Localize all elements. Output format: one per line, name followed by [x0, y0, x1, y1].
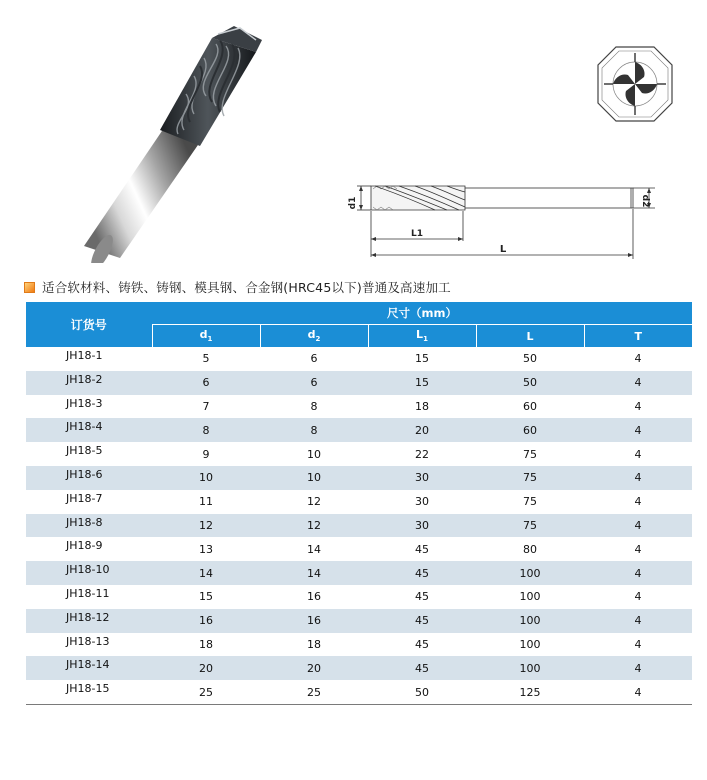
value-cell-d2: 10 — [260, 442, 368, 466]
value-cell-d2: 8 — [260, 418, 368, 442]
table-row — [26, 371, 692, 395]
order-number-cell: JH18-8 — [26, 514, 152, 538]
four-flute-cross-section-icon — [596, 45, 674, 123]
value-cell-d2: 25 — [260, 680, 368, 704]
value-cell-d2: 20 — [260, 656, 368, 680]
order-number-cell: JH18-9 — [26, 537, 152, 561]
value-cell-t: 4 — [584, 633, 692, 657]
application-note-text: 适合软材料、铸铁、铸钢、模具钢、合金钢(HRC45以下)普通及高速加工 — [42, 280, 451, 295]
value-cell-t: 4 — [584, 490, 692, 514]
order-number-cell: JH18-15 — [26, 680, 152, 704]
value-cell-d2: 14 — [260, 537, 368, 561]
value-cell-t: 4 — [584, 442, 692, 466]
value-cell-t: 4 — [584, 371, 692, 395]
value-cell-l1: 45 — [368, 537, 476, 561]
table-row — [26, 537, 692, 561]
value-cell-d2: 6 — [260, 371, 368, 395]
table-row — [26, 561, 692, 585]
order-number-cell: JH18-10 — [26, 561, 152, 585]
value-cell-d2: 16 — [260, 585, 368, 609]
value-cell-t: 4 — [584, 561, 692, 585]
value-cell-d1: 8 — [152, 418, 260, 442]
value-cell-t: 4 — [584, 609, 692, 633]
order-number-cell: JH18-11 — [26, 585, 152, 609]
value-cell-l: 50 — [476, 347, 584, 371]
value-cell-d1: 11 — [152, 490, 260, 514]
value-cell-l: 75 — [476, 466, 584, 490]
value-cell-t: 4 — [584, 418, 692, 442]
value-cell-l: 100 — [476, 656, 584, 680]
value-cell-l: 50 — [476, 371, 584, 395]
value-cell-d2: 14 — [260, 561, 368, 585]
value-cell-l: 100 — [476, 633, 584, 657]
l-header — [476, 325, 584, 348]
value-cell-l: 60 — [476, 395, 584, 419]
table-row — [26, 680, 692, 704]
value-cell-d2: 12 — [260, 514, 368, 538]
value-cell-d1: 9 — [152, 442, 260, 466]
d1-label: d1 — [348, 196, 358, 210]
column-symbol: d — [199, 328, 208, 342]
order-number-cell: JH18-4 — [26, 418, 152, 442]
column-subscript: 1 — [207, 335, 213, 344]
value-cell-l1: 45 — [368, 561, 476, 585]
value-cell-d1: 13 — [152, 537, 260, 561]
value-cell-l1: 50 — [368, 680, 476, 704]
order-number-cell: JH18-12 — [26, 609, 152, 633]
value-cell-l1: 30 — [368, 514, 476, 538]
value-cell-l: 100 — [476, 561, 584, 585]
order-number-cell: JH18-2 — [26, 371, 152, 395]
value-cell-l: 75 — [476, 514, 584, 538]
order-number-cell: JH18-5 — [26, 442, 152, 466]
value-cell-l1: 18 — [368, 395, 476, 419]
value-cell-t: 4 — [584, 680, 692, 704]
column-symbol: T — [634, 329, 643, 343]
column-symbol: L — [526, 329, 534, 343]
spec-table — [26, 302, 692, 705]
table-row — [26, 633, 692, 657]
order-number-cell: JH18-13 — [26, 633, 152, 657]
t-header — [584, 325, 692, 348]
value-cell-d1: 12 — [152, 514, 260, 538]
value-cell-t: 4 — [584, 537, 692, 561]
end-mill-dimension-drawing — [335, 183, 665, 263]
l-label: L — [499, 244, 507, 255]
table-row — [26, 490, 692, 514]
value-cell-l: 125 — [476, 680, 584, 704]
order-number-cell: JH18-3 — [26, 395, 152, 419]
value-cell-l1: 15 — [368, 347, 476, 371]
value-cell-l1: 30 — [368, 466, 476, 490]
column-symbol: L — [416, 328, 424, 342]
value-cell-t: 4 — [584, 585, 692, 609]
value-cell-d1: 14 — [152, 561, 260, 585]
table-row — [26, 585, 692, 609]
value-cell-d1: 18 — [152, 633, 260, 657]
value-cell-d1: 25 — [152, 680, 260, 704]
table-row — [26, 466, 692, 490]
bullet-square-icon — [24, 282, 35, 293]
value-cell-l1: 15 — [368, 371, 476, 395]
d1-header — [152, 325, 260, 348]
end-mill-photo — [76, 18, 276, 263]
value-cell-d1: 20 — [152, 656, 260, 680]
table-row — [26, 395, 692, 419]
value-cell-l: 60 — [476, 418, 584, 442]
value-cell-t: 4 — [584, 395, 692, 419]
value-cell-d1: 15 — [152, 585, 260, 609]
value-cell-l1: 45 — [368, 633, 476, 657]
value-cell-l1: 20 — [368, 418, 476, 442]
order-number-header: 订货号 — [26, 302, 152, 347]
order-number-cell: JH18-1 — [26, 347, 152, 371]
value-cell-d1: 6 — [152, 371, 260, 395]
value-cell-l: 100 — [476, 585, 584, 609]
value-cell-d2: 12 — [260, 490, 368, 514]
value-cell-d2: 6 — [260, 347, 368, 371]
value-cell-d1: 10 — [152, 466, 260, 490]
value-cell-d2: 8 — [260, 395, 368, 419]
dimensions-header: 尺寸（mm） — [152, 302, 692, 325]
value-cell-l1: 45 — [368, 656, 476, 680]
value-cell-l: 100 — [476, 609, 584, 633]
table-row — [26, 609, 692, 633]
table-row — [26, 347, 692, 371]
value-cell-d1: 16 — [152, 609, 260, 633]
value-cell-l1: 45 — [368, 609, 476, 633]
table-row — [26, 442, 692, 466]
value-cell-t: 4 — [584, 514, 692, 538]
table-row — [26, 514, 692, 538]
value-cell-l: 75 — [476, 490, 584, 514]
application-note — [24, 278, 451, 296]
value-cell-d1: 5 — [152, 347, 260, 371]
d2-label: d2 — [640, 194, 650, 208]
value-cell-t: 4 — [584, 656, 692, 680]
value-cell-t: 4 — [584, 347, 692, 371]
spec-table-header — [26, 302, 692, 347]
column-subscript: 1 — [423, 335, 428, 344]
order-number-cell: JH18-7 — [26, 490, 152, 514]
value-cell-d1: 7 — [152, 395, 260, 419]
d2-header — [260, 325, 368, 348]
value-cell-d2: 18 — [260, 633, 368, 657]
order-number-cell: JH18-6 — [26, 466, 152, 490]
table-row — [26, 656, 692, 680]
value-cell-l1: 45 — [368, 585, 476, 609]
value-cell-l1: 22 — [368, 442, 476, 466]
l1-label: L1 — [411, 229, 423, 239]
value-cell-d2: 16 — [260, 609, 368, 633]
value-cell-t: 4 — [584, 466, 692, 490]
table-row — [26, 418, 692, 442]
order-number-cell: JH18-14 — [26, 656, 152, 680]
l1-header — [368, 325, 476, 348]
value-cell-l: 80 — [476, 537, 584, 561]
spec-table-body — [26, 347, 692, 704]
value-cell-l: 75 — [476, 442, 584, 466]
value-cell-d2: 10 — [260, 466, 368, 490]
value-cell-l1: 30 — [368, 490, 476, 514]
column-symbol: d — [307, 328, 316, 342]
column-subscript: 2 — [315, 335, 321, 344]
